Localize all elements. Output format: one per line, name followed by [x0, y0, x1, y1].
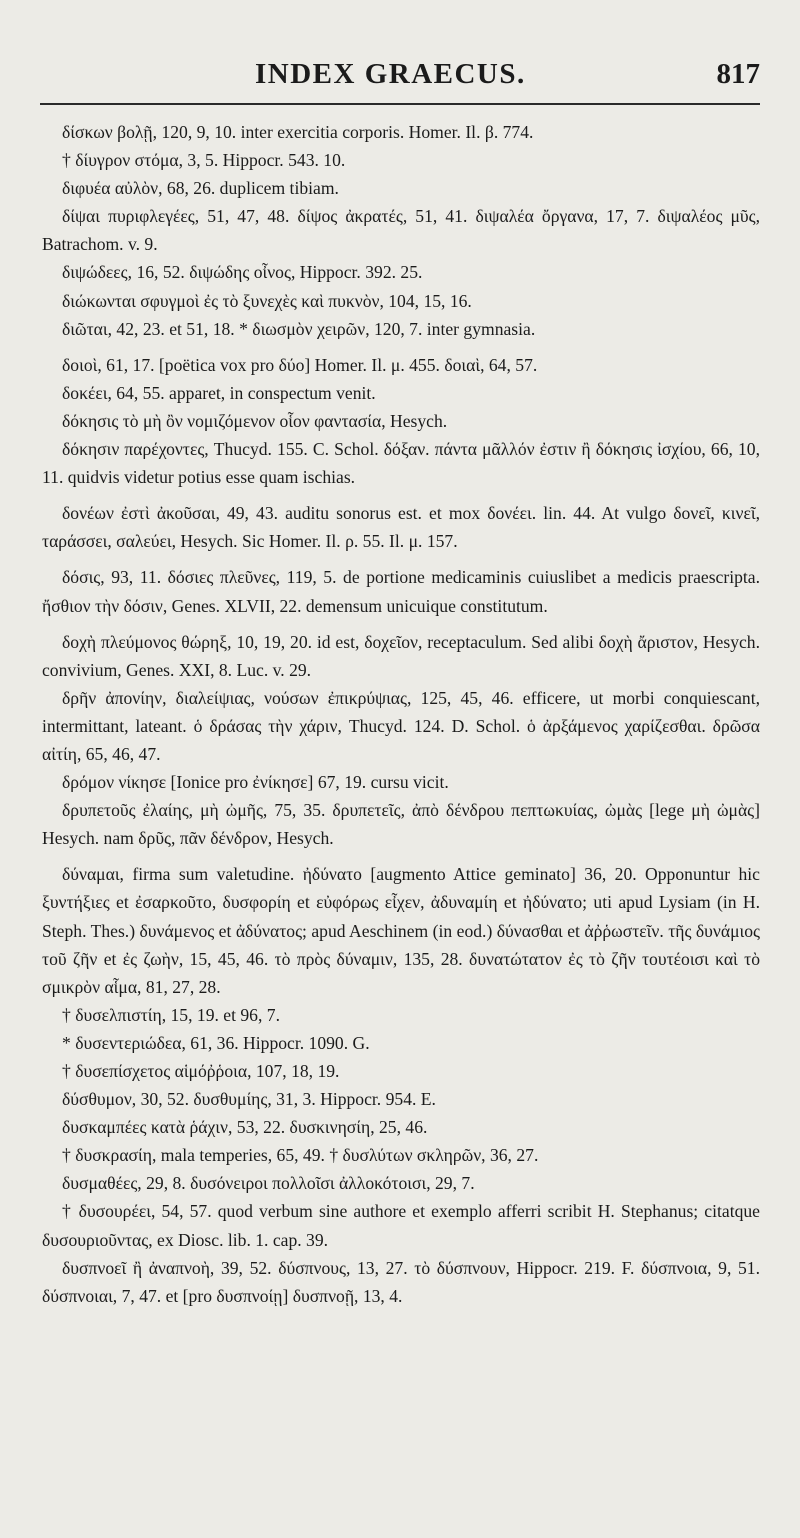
index-entry: † δυσεπίσχετος αἱμόῤῥοια, 107, 18, 19. [62, 1061, 340, 1081]
index-entry: † δυσουρέει, 54, 57. quod verbum sine authore et exemplo afferri scribit H. Stephanus; citatque δυσουριοῦντας, ex Diosc. lib. 1. cap. 39. [42, 1201, 760, 1250]
index-entry: διώκωνται σφυγμοὶ ἐς τὸ ξυνεχὲς καὶ πυκνὸν, 104, 15, 16. [62, 290, 472, 311]
page-title: INDEX GRAECUS. [255, 58, 526, 90]
index-entry: † δίυγρον στόμα, 3, 5. Hippocr. 543. 10. [62, 150, 346, 171]
index-entry: δρυπετοῦς ἐλαίης, μὴ ὠμῆς, 75, 35. δρυπετεῖς, ἀπὸ δένδρου πεπτωκυίας, ὠμὰς [lege μὴ ὠμὰς] Hesych. nam δρῦς, πᾶν δένδρον, Hesych. [42, 800, 760, 849]
index-entry: δόκησιν παρέχοντες, Thucyd. 155. C. Schol. δόξαν. πάντα μᾶλλόν ἐστιν ἢ δόκησις ἰσχίου, 66, 10, 11. quidvis videtur potius esse quam ischias. [42, 439, 760, 488]
index-entry: διῶται, 42, 23. et 51, 18. * διωσμὸν χειρῶν, 120, 7. inter gymnasia. [62, 318, 536, 339]
index-entry: δύσθυμον, 30, 52. δυσθυμίης, 31, 3. Hippocr. 954. E. [62, 1089, 436, 1110]
index-entry: δόκησις τὸ μὴ ὂν νομιζόμενον οἷον φαντασία, Hesych. [62, 410, 448, 431]
index-entry: † δυσελπιστίη, 15, 19. et 96, 7. [62, 1004, 280, 1025]
running-header [0, 58, 800, 98]
index-entry: δοκέει, 64, 55. apparet, in conspectum venit. [62, 382, 376, 403]
index-entry: δοχὴ πλεύμονος θώρηξ, 10, 19, 20. id est, δοχεῖον, receptaculum. Sed alibi δοχὴ ἄριστον, Hesych. convivium, Genes. XXI, 8. Luc. v. 29. [42, 631, 760, 680]
index-entry: δοιοὶ, 61, 17. [poëtica vox pro δύο] Homer. Il. μ. 455. δοιαὶ, 64, 57. [62, 354, 538, 375]
index-entry: δρόμον νίκησε [Ionice pro ἐνίκησε] 67, 19. cursu vicit. [62, 772, 449, 793]
index-entry: δόσις, 93, 11. δόσιες πλεῦνες, 119, 5. de portione medicaminis cuiuslibet a medicis praescripta. ἤσθιον τὴν δόσιν, Genes. XLVII, 22. demensum unicuique constitutum. [42, 567, 760, 616]
index-body [42, 118, 760, 1310]
index-entry: δίψαι πυριφλεγέες, 51, 47, 48. δίψος ἀκρατές, 51, 41. διψαλέα ὄργανα, 17, 7. διψαλέος μῦς, Batrachom. v. 9. [42, 206, 760, 255]
index-entry: δυσπνοεῖ ἢ ἀναπνοὴ, 39, 52. δύσπνους, 13, 27. τὸ δύσπνουν, Hippocr. 219. F. δύσπνοια, 9, 51. δύσπνοιαι, 7, 47. et [pro δυσπνοίῃ] δυσπνοῇ, 13, 4. [42, 1257, 760, 1306]
index-entry: δρῆν ἀπονίην, διαλείψιας, νούσων ἐπικρύψιας, 125, 45, 46. efficere, ut morbi conquiescant, intermittant, lateant. ὁ δράσας τὴν χάριν, Thucyd. 124. D. Schol. ὁ ἀρξάμενος χαρίζεσθαι. δρῶσα αἰτίη, 65, 46, 47. [42, 687, 760, 764]
index-entry: δύναμαι, firma sum valetudine. ἠδύνατο [augmento Attice geminato] 36, 20. Opponuntur hic ξυντήξιες et ἐσαρκοῦτο, δυσφορίη et εὐφόρως εἶχεν, ἀδυναμίη et ἠδύνατο; uti apud Lysiam (in H. Steph. Thes.) δυνάμενος et ἀδύνατος; apud Aeschinem (in eod.) δύνασθαι et ἀῤῥωστεῖν. τῆς δυνάμιος τοῦ ζῆν et ἐς ζωὴν, 15, 45, 46. τὸ πρὸς δύναμιν, 135, 28. δυνατώτατον ἐς τὸ ζῆν τουτέοισι καὶ τὸ σμικρὸν αἷμα, 81, 27, 28. [42, 864, 760, 997]
index-entry: δίσκων βολῇ, 120, 9, 10. inter exercitia corporis. Homer. Il. β. 774. [62, 122, 534, 142]
index-entry: † δυσκρασίη, mala temperies, 65, 49. † δυσλύτων σκληρῶν, 36, 27. [62, 1145, 539, 1166]
index-entry: δυσμαθέες, 29, 8. δυσόνειροι πολλοῖσι ἀλλοκότοισι, 29, 7. [62, 1173, 475, 1194]
index-entry: * δυσεντεριώδεα, 61, 36. Hippocr. 1090. G. [62, 1032, 370, 1053]
header-rule [40, 103, 760, 105]
index-entry: διψώδεες, 16, 52. διψώδης οἶνος, Hippocr. 392. 25. [62, 262, 423, 283]
index-entry: δυσκαμπέες κατὰ ῥάχιν, 53, 22. δυσκινησίη, 25, 46. [62, 1117, 428, 1138]
index-entry: διφυέα αὐλὸν, 68, 26. duplicem tibiam. [62, 178, 339, 199]
index-entry: δονέων ἐστὶ ἀκοῦσαι, 49, 43. auditu sonorus est. et mox δονέει. lin. 44. At vulgo δονεῖ, κινεῖ, ταράσσει, σαλεύει, Hesych. Sic Homer. Il. ρ. 55. Il. μ. 157. [42, 503, 760, 552]
page-number: 817 [716, 58, 760, 90]
